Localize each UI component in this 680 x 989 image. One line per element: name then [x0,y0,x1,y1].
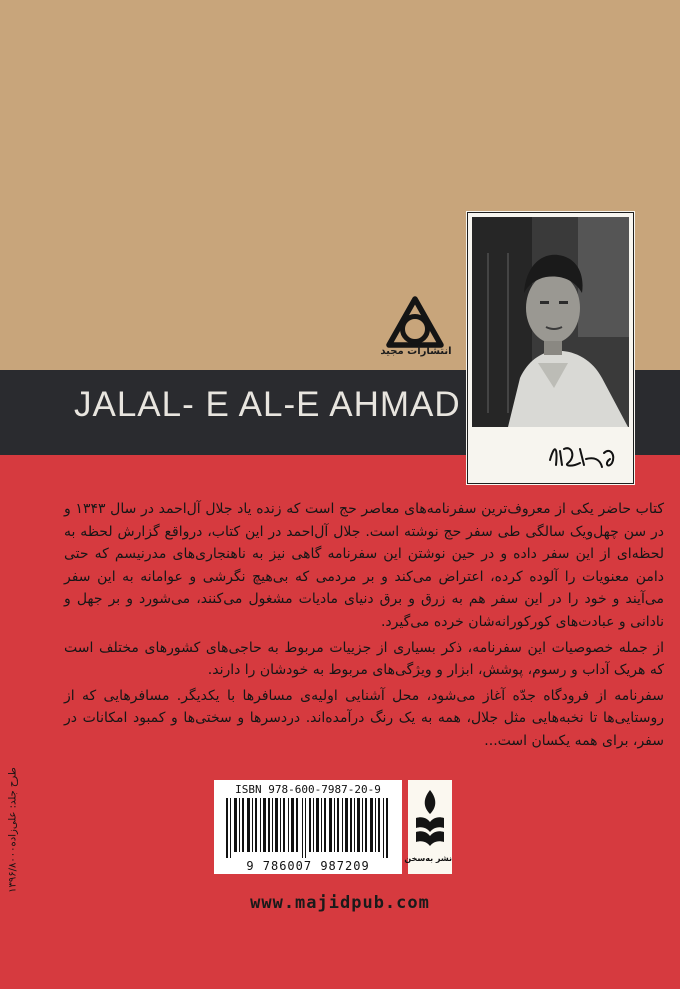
blurb-paragraph: کتاب حاضر یکی از معروف‌ترین سفرنامه‌های معاصر حج است که زنده یاد جلال آل‌احمد در سال ۱۳۴۳ و در سن چهل‌ویک سالگی طی سفر حج نوشته است. جلال آل‌احمد در این کتاب، درواقع گزارش لحظه به لحظه‌ای از این سفر داده و در حین نوشتن این سفرنامه گاهی نیز به ناهنجاری‌های مدرنیسم که حتی دامن معنویات را آلوده کرده، اعتراض می‌کند و بر مردمی که بی‌هیچ نگرشی و عوامانه به این سفر می‌آیند و خود را در این سفر هم به زرق و برق دنیای مادیات مشغول می‌کنند، می‌شورد و بر جهل و نادانی و عبادت‌های کورکورانه‌شان خرده می‌گیرد. [64,501,664,630]
imprint-label: نشر به‌سخن [404,854,452,863]
blurb-paragraph: سفرنامه از فرودگاه جدّه آغاز می‌شود، محل آشنایی اولیه‌ی مسافرها با یکدیگر. مسافرهایی که از روستایی‌ها تا نخبه‌هایی مثل جلال، همه به یک رنگ درآمده‌اند. دردسرها و سختی‌ها و کمبود امکانات در سفر، برای همه یکسان است... [64,687,664,749]
imprint-logo-icon [412,788,448,850]
author-portrait-photo [467,212,634,484]
publisher-name: انتشارات مجید [380,346,452,357]
blurb-text [64,498,664,756]
designer-credit [2,700,24,960]
author-name-latin: JALAL- E AL-E AHMAD [74,385,461,424]
portrait-image [468,213,633,483]
isbn-text: ISBN 978-600-7987-20-9 [235,783,381,796]
designer-credit-text: طرح جلد: علی‌زاده۱۳۹۶/۸۰۰۰ [7,767,19,893]
barcode-block [214,780,402,874]
barcode-digits: 9 786007 987209 [246,859,370,873]
barcode-icon [224,798,392,858]
blurb-paragraph: از جمله خصوصیات این سفرنامه، ذکر بسیاری از جزییات مربوط به حاجی‌های کشورهای مختلف است که هریک آداب و رسوم، پوشش، ابزار و ویژگی‌های مربوط به خودشان را دارند. [64,639,664,679]
publisher-website: www.majidpub.com [250,893,430,913]
imprint-block [404,780,452,874]
